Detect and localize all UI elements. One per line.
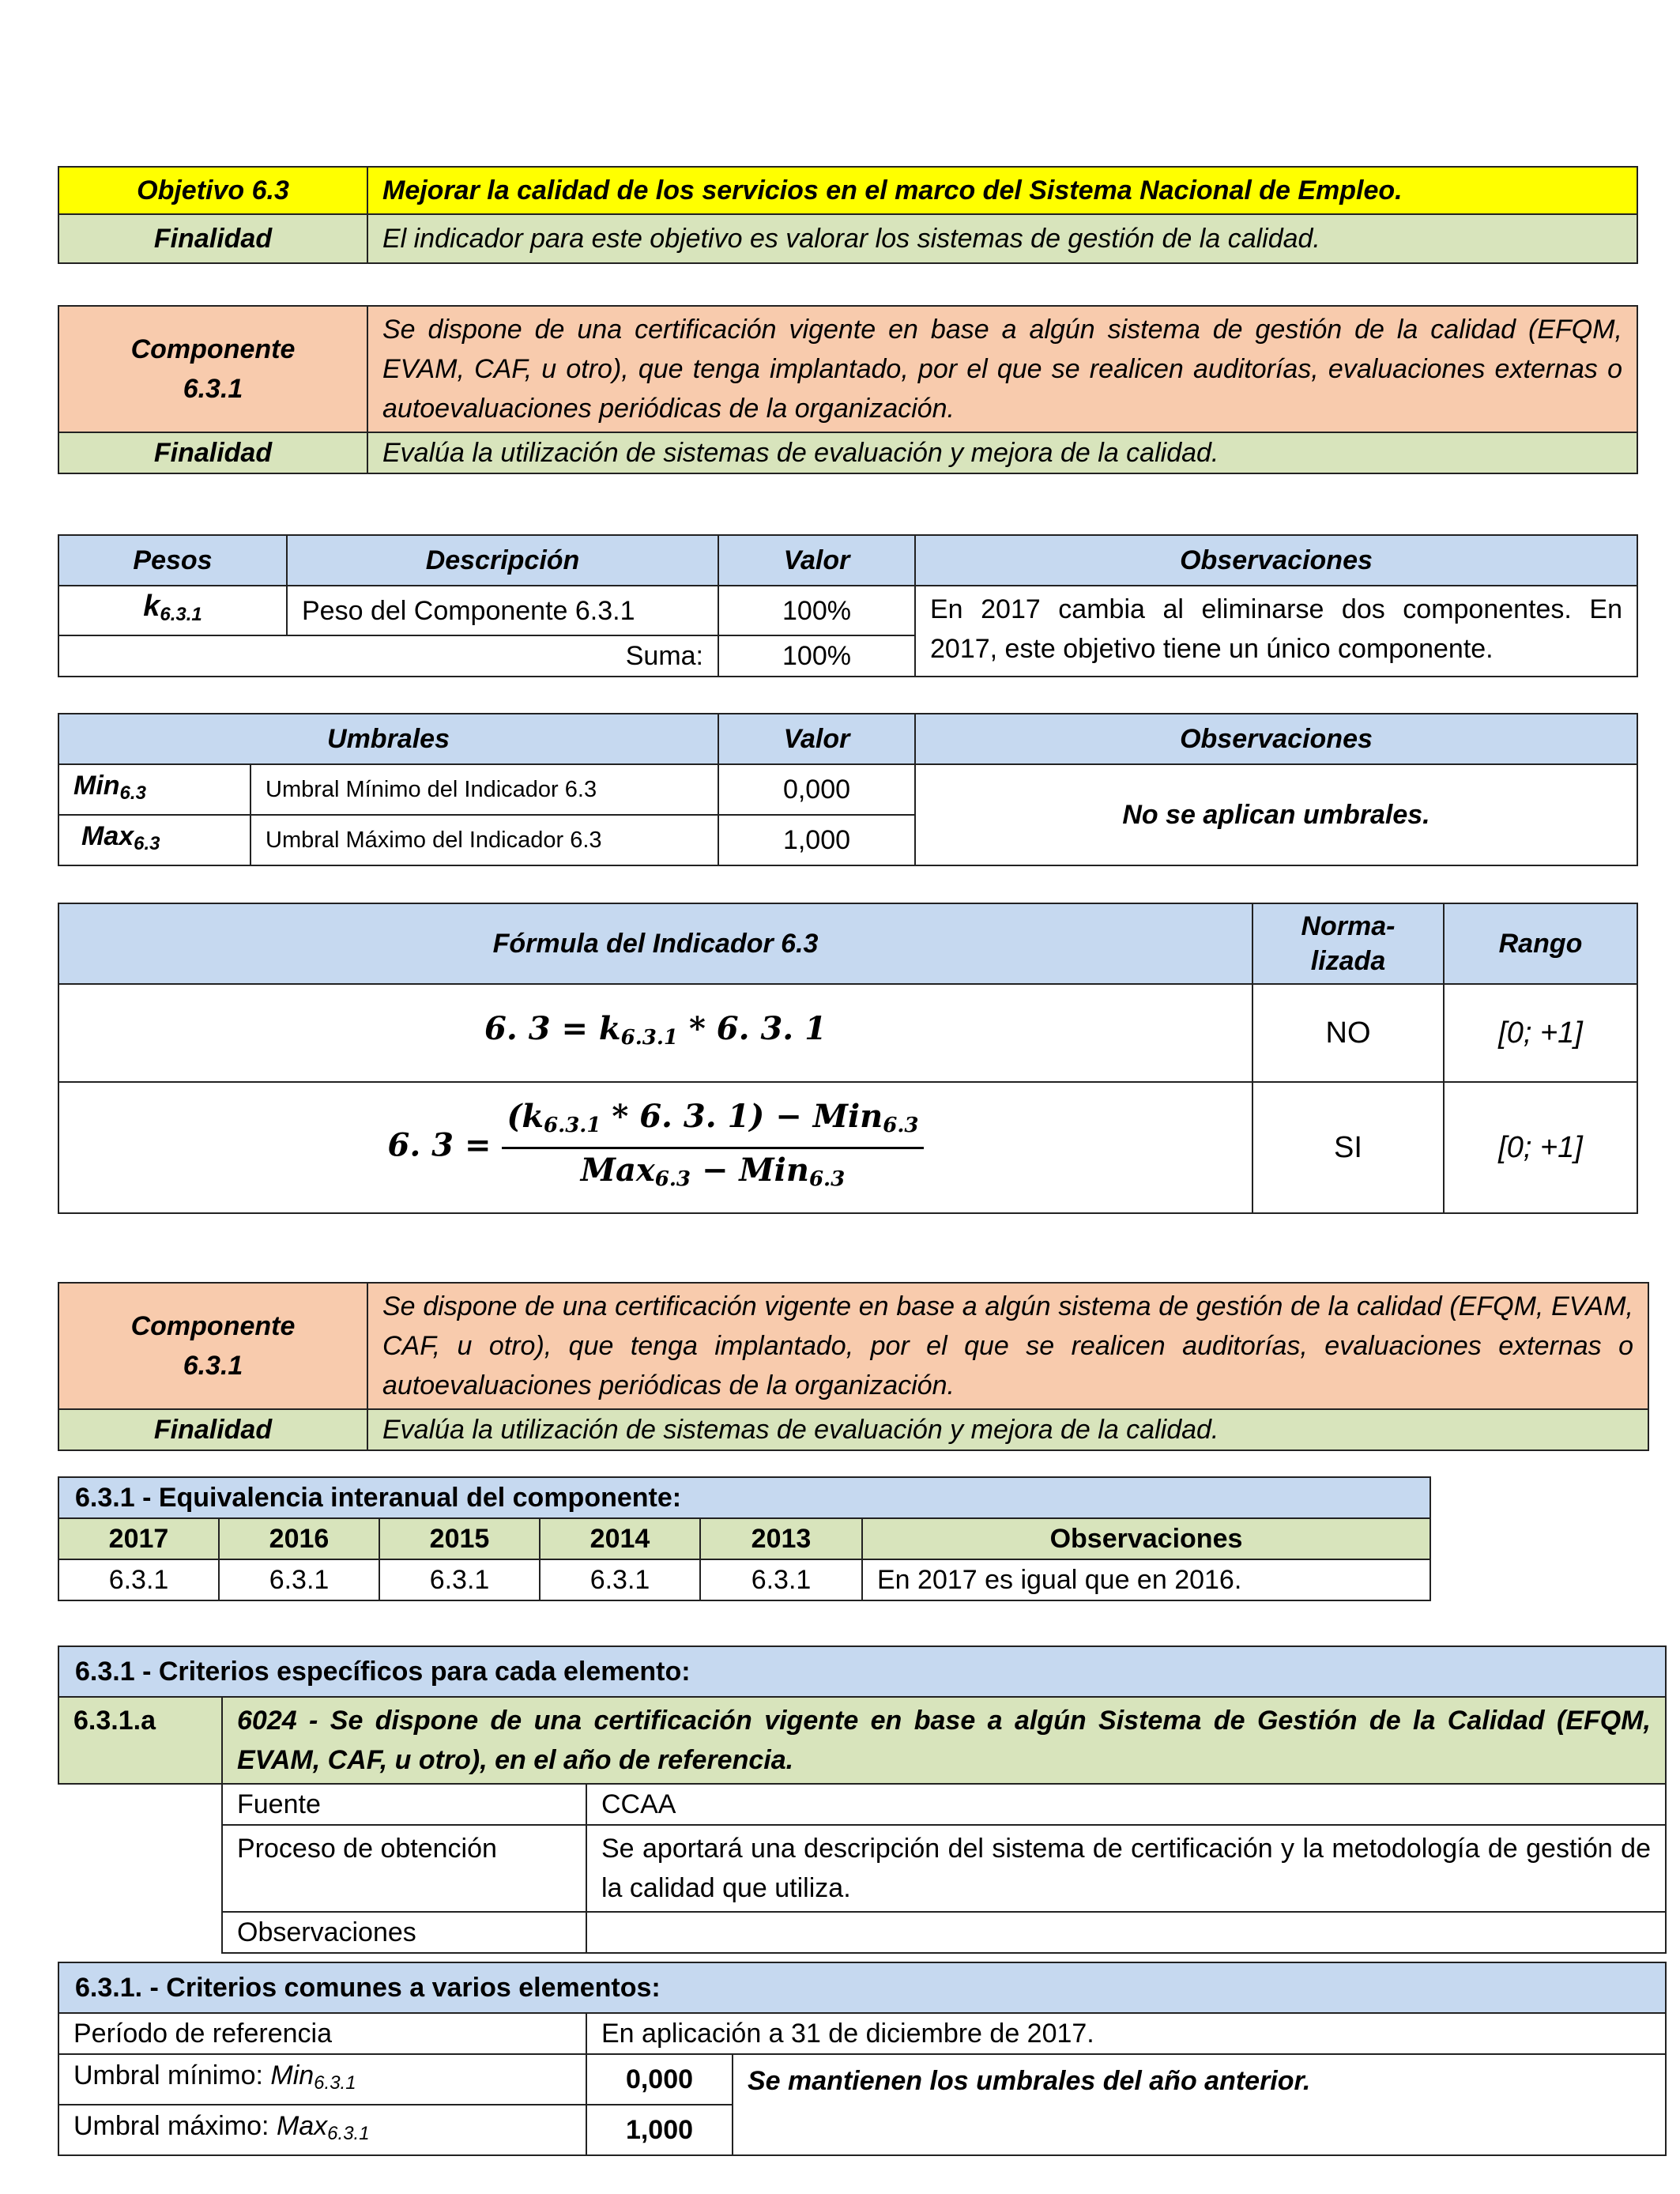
criterios-table [58, 1646, 1667, 1954]
formula1-rhs: * 6. 3. 1 [678, 1009, 827, 1047]
umbrales-max-desc: Umbral Máximo del Indicador 6.3 [250, 815, 718, 865]
comunes-max-symbol: Max [276, 2111, 328, 2141]
componente1-label [58, 306, 367, 432]
componente1-finalidad-text: Evalúa la utilización de sistemas de evaluación y mejora de la calidad. [367, 432, 1637, 473]
formula2-num-sub2: 6.3 [883, 1113, 919, 1137]
comunes-min-label: Umbral mínimo: [73, 2060, 271, 2090]
comunes-title: 6.3.1. - Criterios comunes a varios elementos: [58, 1962, 1666, 2013]
equivalencia-value-2017: 6.3.1 [58, 1559, 219, 1600]
formula1-sub: 6.3.1 [620, 1025, 679, 1050]
criterios-obs-label: Observaciones [222, 1912, 586, 1953]
criterios-title: 6.3.1 - Criterios específicos para cada elemento: [58, 1646, 1666, 1697]
pesos-k-cell [58, 586, 287, 635]
formula-norm-header-2: lizada [1310, 946, 1386, 976]
objetivo-finalidad-label: Finalidad [58, 214, 367, 263]
criterios-fuente-label: Fuente [222, 1784, 586, 1825]
umbrales-observaciones: No se aplican umbrales. [915, 764, 1637, 865]
equivalencia-value-2013: 6.3.1 [700, 1559, 862, 1600]
formula-header: Fórmula del Indicador 6.3 [58, 903, 1252, 984]
comunes-max-label-cell [58, 2105, 586, 2155]
umbrales-max-symbol: Max [81, 821, 134, 851]
formula2-den-a: Max [580, 1151, 655, 1189]
formula-row1-rango: [0; +1] [1444, 984, 1637, 1082]
umbrales-header-valor: Valor [718, 714, 915, 764]
formula-table [58, 903, 1638, 1214]
comunes-max-label: Umbral máximo: [73, 2111, 277, 2141]
formula2-num-a: (k [507, 1097, 544, 1135]
umbrales-max-cell [58, 815, 250, 865]
umbrales-header-observaciones: Observaciones [915, 714, 1637, 764]
equivalencia-value-2016: 6.3.1 [219, 1559, 379, 1600]
componente2-label [58, 1283, 367, 1409]
objetivo-text: Mejorar la calidad de los servicios en el marco del Sistema Nacional de Empleo. [367, 167, 1637, 214]
equivalencia-value-observaciones: En 2017 es igual que en 2016. [862, 1559, 1430, 1600]
umbrales-table [58, 713, 1638, 866]
comunes-table [58, 1962, 1667, 2156]
formula1-lhs: 6. 3 = k [484, 1009, 621, 1047]
componente2-finalidad-label: Finalidad [58, 1409, 367, 1450]
equivalencia-table [58, 1476, 1431, 1601]
equivalencia-value-2014: 6.3.1 [540, 1559, 700, 1600]
formula-row2-rango: [0; +1] [1444, 1082, 1637, 1213]
comunes-max-sub: 6.3.1 [327, 2123, 370, 2144]
equivalencia-header-2014: 2014 [540, 1518, 700, 1559]
pesos-k-symbol: k [143, 590, 160, 623]
umbrales-min-desc: Umbral Mínimo del Indicador 6.3 [250, 764, 718, 815]
formula2-den-sub2: 6.3 [808, 1167, 846, 1191]
criterios-proceso-value: Se aportará una descripción del sistema de certificación y la metodología de gestión de la calidad que utiliza. [586, 1825, 1666, 1912]
umbrales-min-cell [58, 764, 250, 815]
criterios-spacer-2 [58, 1825, 222, 1912]
pesos-header-observaciones: Observaciones [915, 535, 1637, 586]
formula-norm-header-1: Norma- [1301, 911, 1396, 941]
pesos-header-pesos: Pesos [58, 535, 287, 586]
criterios-code: 6.3.1.a [58, 1697, 222, 1784]
formula2-den-sub1: 6.3 [654, 1167, 691, 1191]
componente2-finalidad-text: Evalúa la utilización de sistemas de evaluación y mejora de la calidad. [367, 1409, 1648, 1450]
pesos-descripcion: Peso del Componente 6.3.1 [287, 586, 718, 635]
componente1-table [58, 305, 1638, 474]
umbrales-min-symbol: Min [73, 771, 120, 801]
pesos-observaciones: En 2017 cambia al eliminarse dos componentes. En 2017, este objetivo tiene un único componente. [915, 586, 1637, 677]
umbrales-max-valor: 1,000 [718, 815, 915, 865]
pesos-header-valor: Valor [718, 535, 915, 586]
equivalencia-header-2013: 2013 [700, 1518, 862, 1559]
formula-rango-header: Rango [1444, 903, 1637, 984]
umbrales-max-sub: 6.3 [134, 833, 160, 854]
componente1-text: Se dispone de una certificación vigente en base a algún sistema de gestión de la calidad (EFQM, EVAM, CAF, u otro), que tenga implantado, por el que se realicen auditorías, evaluaciones externas o autoevaluaciones periódicas de la organización. [367, 306, 1637, 432]
componente1-finalidad-label: Finalidad [58, 432, 367, 473]
formula-row2-norm: SI [1252, 1082, 1444, 1213]
componente1-label-line1: Componente [130, 334, 296, 364]
comunes-min-label-cell [58, 2054, 586, 2105]
formula-row1-equation [58, 984, 1252, 1082]
pesos-suma-valor: 100% [718, 635, 915, 677]
criterios-spacer-1 [58, 1784, 222, 1825]
criterios-element: 6024 - Se dispone de una certificación vigente en base a algún Sistema de Gestión de la Calidad (EFQM, EVAM, CAF, u otro), en el año de referencia. [222, 1697, 1666, 1784]
objetivo-label: Objetivo 6.3 [58, 167, 367, 214]
criterios-spacer-3 [58, 1912, 222, 1953]
umbrales-min-sub: 6.3 [119, 782, 146, 804]
formula2-den-b: − Min [691, 1151, 809, 1189]
formula-row1-norm: NO [1252, 984, 1444, 1082]
pesos-suma-label: Suma: [58, 635, 718, 677]
pesos-valor: 100% [718, 586, 915, 635]
formula2-lhs: 6. 3 = [387, 1126, 492, 1163]
equivalencia-header-2016: 2016 [219, 1518, 379, 1559]
componente2-label-line1: Componente [130, 1311, 296, 1341]
formula2-fraction [502, 1097, 923, 1199]
formula2-denominator [502, 1149, 923, 1199]
pesos-header-descripcion: Descripción [287, 535, 718, 586]
formula2-num-b: * 6. 3. 1) − Min [601, 1097, 883, 1135]
equivalencia-header-2015: 2015 [379, 1518, 540, 1559]
objetivo-table [58, 166, 1638, 264]
criterios-proceso-label: Proceso de obtención [222, 1825, 586, 1912]
componente1-label-line2: 6.3.1 [183, 374, 243, 404]
objetivo-finalidad-text: El indicador para este objetivo es valorar los sistemas de gestión de la calidad. [367, 214, 1637, 263]
comunes-periodo-value: En aplicación a 31 de diciembre de 2017. [586, 2013, 1666, 2054]
comunes-min-symbol: Min [270, 2060, 315, 2090]
equivalencia-value-2015: 6.3.1 [379, 1559, 540, 1600]
componente2-text: Se dispone de una certificación vigente en base a algún sistema de gestión de la calidad (EFQM, EVAM, CAF, u otro), que tenga implantado, por el que se realicen auditorías, evaluaciones externas o autoevaluaciones periódicas de la organización. [367, 1283, 1648, 1409]
pesos-table [58, 534, 1638, 677]
formula-norm-header [1252, 903, 1444, 984]
formula2-numerator [502, 1097, 923, 1149]
comunes-periodo-label: Período de referencia [58, 2013, 586, 2054]
pesos-k-sub: 6.3.1 [160, 604, 202, 625]
umbrales-min-valor: 0,000 [718, 764, 915, 815]
formula-row2-equation [58, 1082, 1252, 1213]
comunes-min-sub: 6.3.1 [314, 2072, 356, 2094]
componente2-table [58, 1282, 1649, 1451]
formula2-num-sub1: 6.3.1 [544, 1113, 601, 1137]
equivalencia-header-2017: 2017 [58, 1518, 219, 1559]
equivalencia-header-observaciones: Observaciones [862, 1518, 1430, 1559]
componente2-label-line2: 6.3.1 [183, 1351, 243, 1381]
comunes-note: Se mantienen los umbrales del año anterior. [733, 2054, 1666, 2155]
equivalencia-title: 6.3.1 - Equivalencia interanual del componente: [58, 1477, 1430, 1518]
criterios-obs-value [586, 1912, 1666, 1953]
umbrales-header-umbrales: Umbrales [58, 714, 718, 764]
comunes-max-value: 1,000 [586, 2105, 733, 2155]
comunes-min-value: 0,000 [586, 2054, 733, 2105]
criterios-fuente-value: CCAA [586, 1784, 1666, 1825]
